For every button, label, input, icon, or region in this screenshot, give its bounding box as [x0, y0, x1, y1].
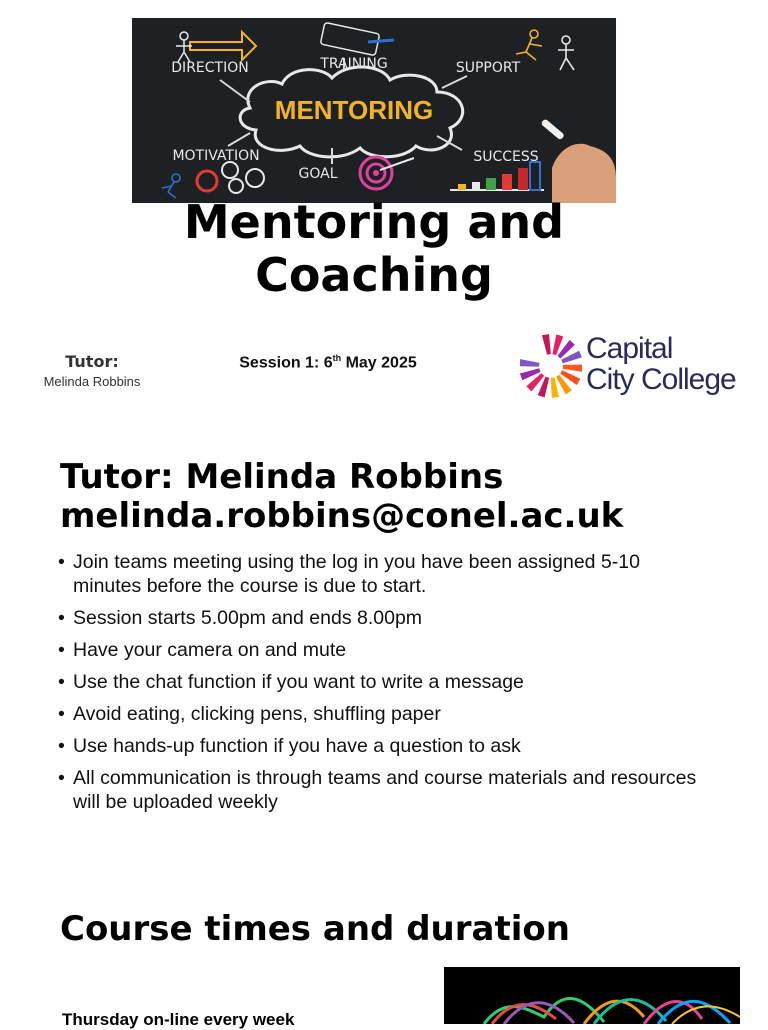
list-item: • Join teams meeting using the log in you have been assigned 5-10 minutes before the course is due to start.	[58, 550, 698, 598]
logo-petal	[542, 334, 551, 355]
college-logo-icon	[520, 328, 582, 404]
tutor-email: melinda.robbins@conel.ac.uk	[60, 496, 624, 536]
list-item: • Avoid eating, clicking pens, shuffling paper	[58, 702, 698, 726]
tutor-contact-heading	[60, 458, 623, 536]
title-line-2: Mentoring and	[183, 195, 565, 249]
banner-center-word: MENTORING	[274, 95, 434, 125]
title-slide	[0, 0, 768, 430]
logo-petal	[563, 365, 582, 372]
college-name-line-2: City College	[586, 363, 736, 396]
logo-petal	[551, 377, 559, 398]
course-times-heading: Course times and duration	[60, 909, 570, 949]
schedule-line: Thursday on-line every week	[62, 1010, 295, 1029]
banner-label-success: SUCCESS	[473, 149, 539, 165]
list-item: • Session starts 5.00pm and ends 8.00pm	[58, 606, 698, 630]
tutor-label: Tutor:	[65, 352, 119, 371]
abstract-waves-image	[444, 967, 740, 1024]
banner-label-support: SUPPORT	[455, 60, 521, 76]
list-item: • Use the chat function if you want to write a message	[58, 670, 698, 694]
college-name	[586, 333, 736, 395]
session-date: Session 1: 6th May 2025	[239, 353, 417, 372]
banner-label-goal: GOAL	[298, 166, 338, 182]
banner-label-direction: DIRECTION	[171, 60, 249, 76]
list-item: • Use hands-up function if you have a question to ask	[58, 734, 698, 758]
list-item: • Have your camera on and mute	[58, 638, 698, 662]
college-name-line-1: Capital	[586, 332, 673, 365]
session-rules-list	[58, 550, 698, 822]
title-line-3: Coaching	[255, 248, 493, 302]
list-item: • All communication is through teams and course materials and resources will be uploaded weekly	[58, 766, 698, 814]
banner-label-training: TRAINING	[320, 56, 388, 72]
banner-label-motivation: MOTIVATION	[172, 148, 260, 164]
colorful-waves-illustration	[444, 967, 740, 1024]
tutor-heading-line: Tutor: Melinda Robbins	[60, 457, 504, 497]
title-line-1-clipped	[0, 170, 748, 196]
presentation-title	[0, 170, 748, 302]
logo-petal	[520, 359, 539, 367]
tutor-name: Melinda Robbins	[43, 374, 141, 389]
